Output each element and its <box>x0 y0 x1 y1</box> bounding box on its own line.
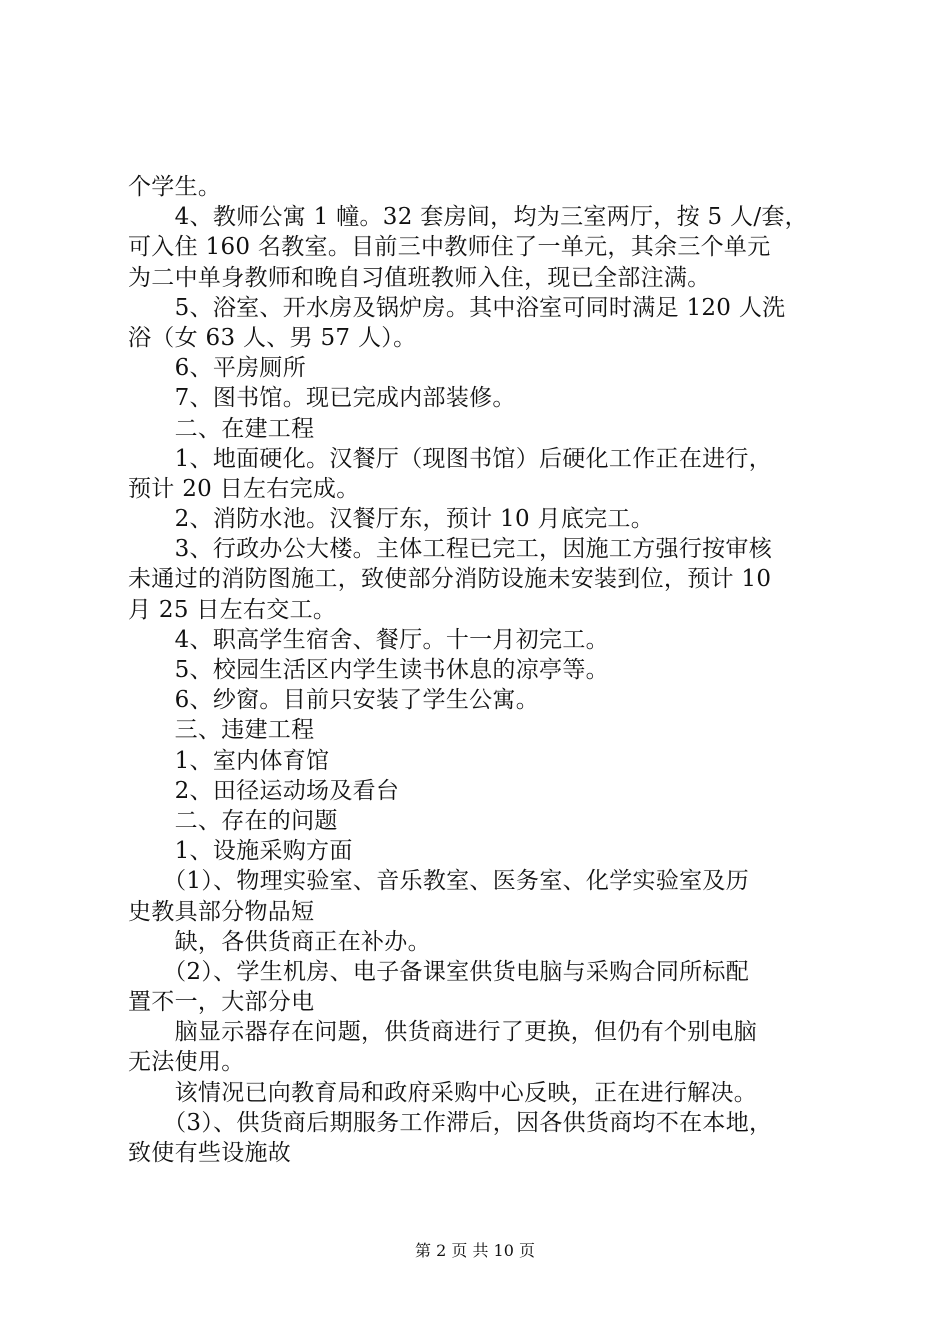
text-line: 5、浴室、开水房及锅炉房。其中浴室可同时满足 120 人洗 <box>128 294 786 321</box>
text-line: 可入住 160 名教室。目前三中教师住了一单元，其余三个单元 <box>128 234 771 261</box>
text-line: 6、纱窗。目前只安装了学生公寓。 <box>128 687 540 714</box>
text-line: 为二中单身教师和晚自习值班教师入住，现已全部注满。 <box>128 264 711 291</box>
text-line: 3、行政办公大楼。主体工程已完工，因施工方强行按审核 <box>128 536 773 563</box>
text-line: 致使有些设施故 <box>128 1140 292 1166</box>
text-line: 4、教师公寓 1 幢。32 套房间，均为三室两厅，按 5 人/套， <box>128 204 808 231</box>
text-line: 三、违建工程 <box>128 717 315 744</box>
page-footer: 第 2 页 共 10 页 <box>415 1241 535 1260</box>
text-line: 6、平房厕所 <box>128 355 307 382</box>
text-line: 二、在建工程 <box>128 415 315 442</box>
text-line: 无法使用。 <box>128 1049 245 1076</box>
text-line: 月 25 日左右交工。 <box>128 596 337 623</box>
text-line: 预计 20 日左右完成。 <box>128 475 360 502</box>
text-line: 4、职高学生宿舍、餐厅。十一月初完工。 <box>128 626 609 653</box>
text-line: 置不一，大部分电 <box>128 989 315 1016</box>
text-line: （2）、学生机房、电子备课室供货电脑与采购合同所标配 <box>128 958 750 985</box>
text-line: 5、校园生活区内学生读书休息的凉亭等。 <box>128 657 609 683</box>
text-line: 缺，各供货商正在补办。 <box>128 928 431 955</box>
text-line: 未通过的消防图施工，致使部分消防设施未安装到位，预计 10 <box>128 566 772 593</box>
text-line: 个学生。 <box>128 174 222 200</box>
text-line: 1、设施采购方面 <box>128 838 353 865</box>
text-line: 2、田径运动场及看台 <box>128 777 400 804</box>
document-body <box>128 172 840 1168</box>
text-line: 该情况已向教育局和政府采购中心反映，正在进行解决。 <box>128 1079 758 1106</box>
text-line: 2、消防水池。汉餐厅东，预计 10 月底完工。 <box>128 506 655 533</box>
text-line: 浴（女 63 人、男 57 人）。 <box>128 324 417 351</box>
text-line: 二、存在的问题 <box>128 807 338 834</box>
text-line: 1、室内体育馆 <box>128 747 330 774</box>
text-line: 7、图书馆。现已完成内部装修。 <box>128 385 516 412</box>
text-line: （1）、物理实验室、音乐教室、医务室、化学实验室及历 <box>128 868 750 895</box>
text-line: 史教具部分物品短 <box>128 898 315 925</box>
text-line: 脑显示器存在问题，供货商进行了更换，但仍有个别电脑 <box>128 1019 758 1046</box>
text-line: 1、地面硬化。汉餐厅（现图书馆）后硬化工作正在进行， <box>128 445 773 472</box>
text-line: （3）、供货商后期服务工作滞后，因各供货商均不在本地， <box>128 1109 773 1136</box>
